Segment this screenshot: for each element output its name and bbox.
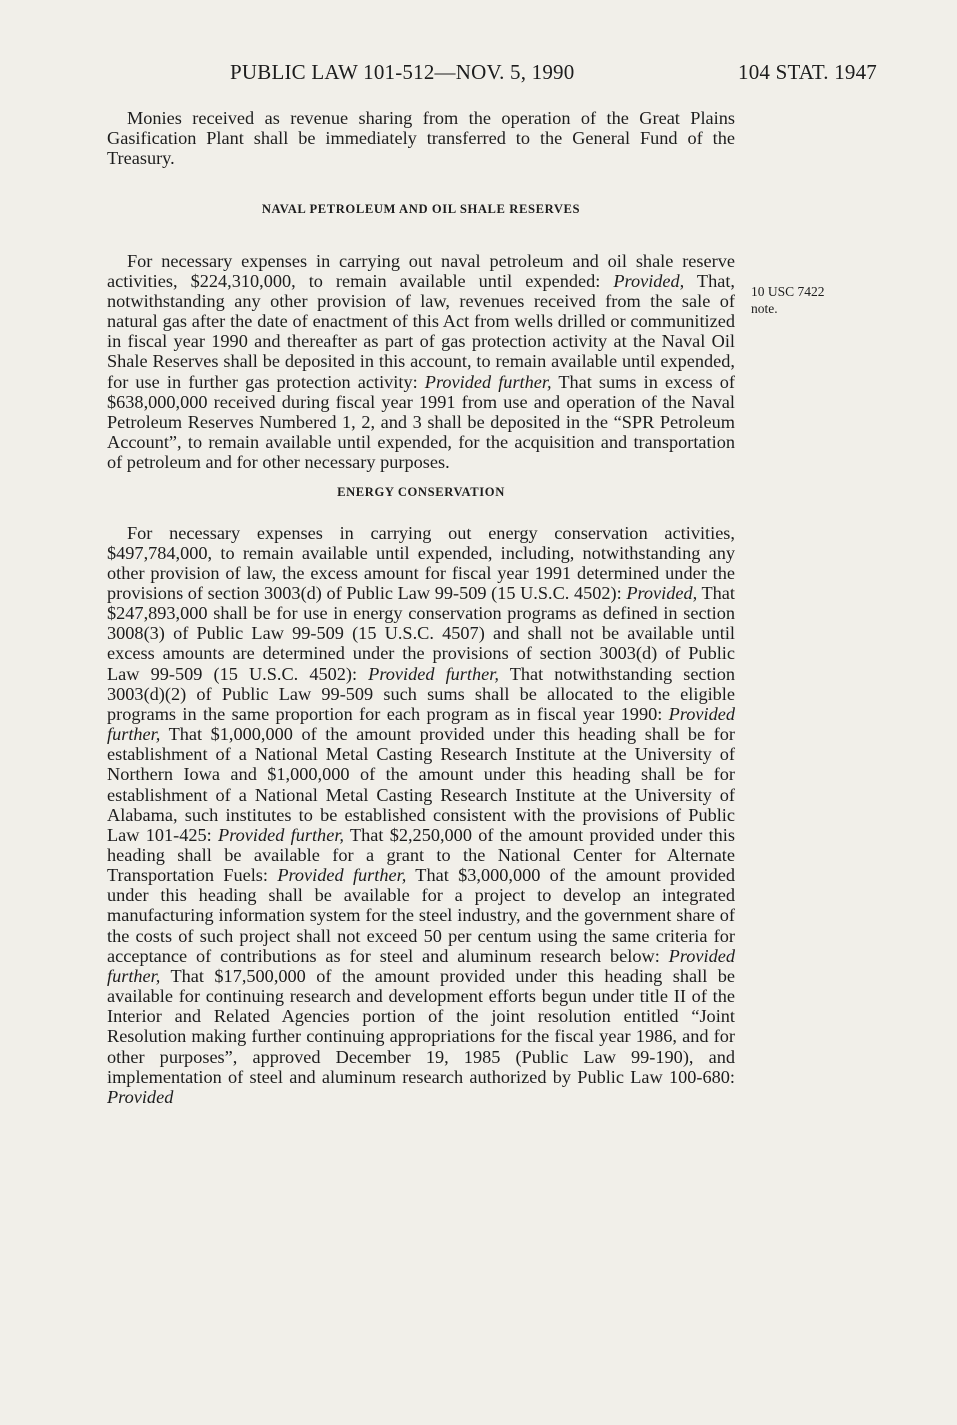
body-column <box>107 108 735 1107</box>
text-run: That $2,250,000 of the amount provided under this heading shall be available for a grant to the National Center for Alternate Transportation Fuels: <box>107 824 736 886</box>
running-header <box>0 60 957 90</box>
text-run: That $1,000,000 of the amount provided under this heading shall be for establishment of a National Metal Casting Research Institute at the University of Northern Iowa and $1,000,000 of the amount under this heading shall be for establishment of a National Metal Casting Research Institute at the University of Alabama, such institutes to be established consistent with the provisions of Public Law 101-425: <box>107 724 735 845</box>
proviso-italic: Provided, <box>613 270 685 291</box>
text-run: For necessary expenses in carrying out energy conservation activities, $497,784,000, to remain available until expended, including, notwithstanding any other provision of law, the excess amount for fiscal year 1991 determined under the provisions of section 3003(d) of Public Law 99-509 (15 U.S.C. 4502): <box>107 522 735 603</box>
public-law-title: PUBLIC LAW 101-512—NOV. 5, 1990 <box>230 60 575 84</box>
section-heading-naval-petroleum: NAVAL PETROLEUM AND OIL SHALE RESERVES <box>261 202 581 217</box>
text-run: That, notwithstanding any other provision of law, revenues received from the sale of natural gas after the date of enactment of this Act from wells drilled or communitized in fiscal year 1990 and thereafter as part of gas protection activity at the Naval Oil Shale Reserves shall be deposited in this account, to remain available until expended, for use in further gas protection activity: <box>107 270 735 392</box>
paragraph-energy-conservation <box>107 523 735 1108</box>
proviso-italic: Provided further, <box>277 865 407 886</box>
proviso-italic: Provided, <box>626 582 698 603</box>
margin-note <box>751 283 871 317</box>
text-run: That $247,893,000 shall be for use in energy conservation programs as defined in section 3008(3) of Public Law 99-509 (15 U.S.C. 4507) and shall not be available until excess amounts are determined under the provisions of section 3003(d) of Public Law 99-509 (15 U.S.C. 4502): <box>107 582 735 684</box>
margin-note-citation: 10 USC 7422 <box>751 284 825 299</box>
proviso-italic: Provided further, <box>107 703 735 745</box>
text-run: For necessary expenses in carrying out naval petroleum and oil shale reserve activities, $224,310,000, to remain available until expended: <box>107 250 735 291</box>
statute-page-number: 104 STAT. 1947 <box>738 60 877 84</box>
paragraph-naval-petroleum <box>107 251 735 473</box>
proviso-italic: Provided further, <box>424 371 552 392</box>
text-run: That $3,000,000 of the amount provided under this heading shall be available for a project to develop an integrated manufacturing information system for the steel industry, and the government share of the costs of such project shall not exceed 50 per centum using the same criteria for acceptance of contributions as for steel and aluminum research below: <box>107 865 735 966</box>
proviso-italic: Provided further, <box>218 824 344 845</box>
paragraph-gasification-plant: Monies received as revenue sharing from the operation of the Great Plains Gasification Plant shall be immediately transferred to the General Fund of the Treasury. <box>107 108 735 169</box>
text-run: That $17,500,000 of the amount provided under this heading shall be available for continuing research and development efforts begun under title II of the Interior and Related Agencies portion of the joint resolution entitled “Joint Resolution making further continuing appropriations for the fiscal year 1986, and for other purposes”, approved December 19, 1985 (Public Law 99-190), and implementation of steel and aluminum research authorized by Public Law 100-680: <box>107 965 735 1087</box>
text-run: That sums in excess of $638,000,000 received during fiscal year 1991 from use and operation of the Naval Petroleum Reserves Numbered 1, 2, and 3 shall be deposited in the “SPR Petroleum Account”, to remain available until expended, for the acquisition and transportation of petroleum and for other necessary purposes. <box>107 371 735 473</box>
proviso-italic: Provided further, <box>107 945 735 986</box>
text-run: That notwithstanding section 3003(d)(2) of Public Law 99-509 such sums shall be allocated to the eligible programs in the same proportion for each program as in fiscal year 1990: <box>107 663 735 724</box>
margin-note-label: note. <box>751 301 778 316</box>
section-heading-energy-conservation: ENERGY CONSERVATION <box>337 485 505 500</box>
proviso-italic: Provided <box>107 1086 174 1107</box>
proviso-italic: Provided further, <box>368 663 499 684</box>
